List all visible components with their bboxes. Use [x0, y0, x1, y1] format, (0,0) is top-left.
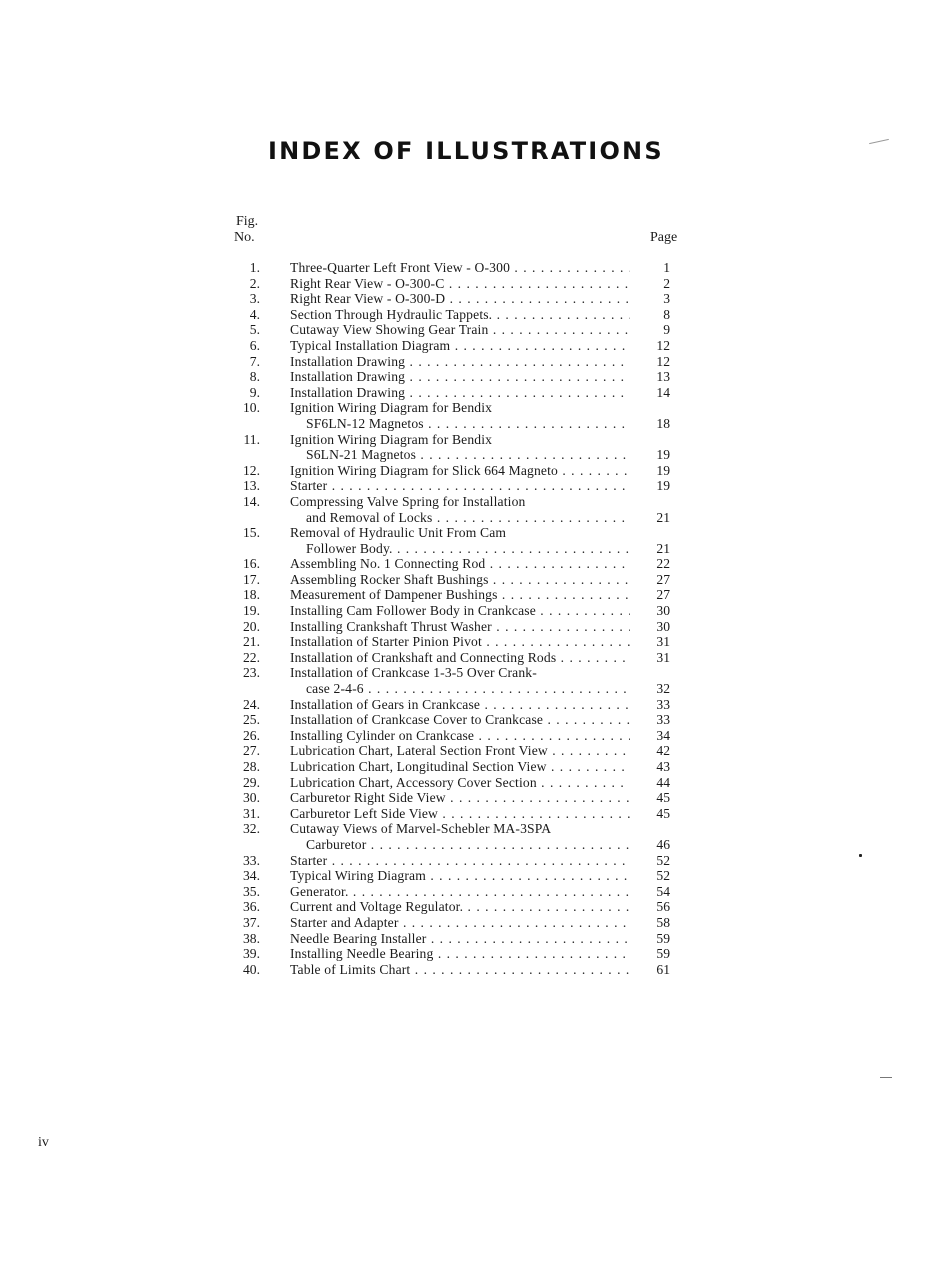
figure-title: Right Rear View - O-300-D . . .	[290, 291, 630, 307]
figure-title: Follower Body. . . .	[306, 541, 630, 557]
figure-title: Installation of Gears in Crankcase . . .	[290, 697, 630, 713]
figure-number: 19.	[243, 603, 260, 619]
figure-number: 20.	[243, 618, 260, 634]
figure-title: Installation Drawing . . .	[290, 369, 630, 385]
figure-title: Lubrication Chart, Accessory Cover Section . . .	[290, 775, 630, 791]
page-number: 44	[656, 774, 670, 790]
list-item	[230, 432, 675, 448]
list-item	[230, 743, 675, 759]
scan-mark	[869, 139, 889, 144]
figure-number: 1.	[249, 260, 260, 275]
figure-number: 32.	[243, 821, 260, 837]
figure-number: 21.	[243, 634, 260, 650]
figure-number: 40.	[243, 961, 260, 977]
figure-number: 30.	[243, 790, 260, 806]
figure-title: Installation of Crankcase 1-3-5 Over Crank-	[290, 665, 537, 681]
figure-number: 36.	[243, 899, 260, 915]
page-number: 19	[656, 447, 670, 463]
scan-mark	[880, 1077, 892, 1078]
figure-number: 37.	[243, 914, 260, 930]
figure-title: Carburetor Left Side View . . .	[290, 806, 630, 822]
list-item	[230, 899, 675, 915]
page-number: 8	[663, 306, 670, 322]
figure-number: 14.	[243, 493, 260, 509]
figure-number: 29.	[243, 774, 260, 790]
figure-title: Installation of Starter Pinion Pivot . . .	[290, 634, 630, 650]
page-number: 31	[656, 649, 670, 665]
list-item	[230, 369, 675, 385]
figure-number: 34.	[243, 868, 260, 884]
figure-title: Three-Quarter Left Front View - O-300 . . .	[290, 260, 630, 276]
list-item	[230, 525, 675, 541]
figure-number: 8.	[249, 369, 260, 385]
page-number: 58	[656, 914, 670, 930]
page-number: 27	[656, 587, 670, 603]
list-item	[230, 790, 675, 806]
column-header-no: No.	[234, 230, 255, 245]
list-item	[230, 931, 675, 947]
figure-number: 15.	[243, 525, 260, 541]
figure-number: 3.	[249, 291, 260, 307]
figure-title: Ignition Wiring Diagram for Bendix	[290, 431, 493, 447]
figure-title: Measurement of Dampener Bushings . . .	[290, 587, 630, 603]
figure-title: Typical Wiring Diagram . . .	[290, 868, 630, 884]
list-item	[230, 884, 675, 900]
list-item	[230, 962, 675, 978]
figure-title: Carburetor . . .	[306, 837, 630, 853]
page-number: 21	[656, 509, 670, 525]
figure-title: Installation of Crankshaft and Connecting Rods . . .	[290, 650, 630, 666]
list-item	[230, 712, 675, 728]
page-number: 45	[656, 790, 670, 806]
page-number: 46	[656, 836, 670, 852]
page-number: 34	[656, 727, 670, 743]
figure-title: SF6LN-12 Magnetos . . .	[306, 416, 630, 432]
page-number: 18	[656, 415, 670, 431]
list-item	[230, 665, 675, 681]
page-number: 14	[656, 384, 670, 400]
page-number: 22	[656, 556, 670, 572]
page-number: 3	[663, 291, 670, 307]
figure-number: 7.	[249, 353, 260, 369]
figure-title: Ignition Wiring Diagram for Slick 664 Magneto . . .	[290, 463, 630, 479]
figure-number: 6.	[249, 337, 260, 353]
list-item	[230, 603, 675, 619]
figure-number: 10.	[243, 400, 260, 416]
list-item	[230, 322, 675, 338]
figure-title: Section Through Hydraulic Tappets. . . .	[290, 307, 630, 323]
list-item	[230, 385, 675, 401]
page-number: 30	[656, 603, 670, 619]
figure-title: Installation of Crankcase Cover to Crankcase . . .	[290, 712, 630, 728]
figure-title: Starter . . .	[290, 853, 630, 869]
figure-number: 33.	[243, 852, 260, 868]
figure-title: Starter and Adapter . . .	[290, 915, 630, 931]
figure-title: Typical Installation Diagram . . .	[290, 338, 630, 354]
list-item-continuation	[230, 447, 675, 463]
page-number: 12	[656, 353, 670, 369]
figure-title: Needle Bearing Installer . . .	[290, 931, 630, 947]
figure-number: 25.	[243, 712, 260, 728]
figure-number: 11.	[243, 431, 260, 447]
figure-number: 12.	[243, 462, 260, 478]
list-item	[230, 634, 675, 650]
page-number: 2	[663, 275, 670, 291]
page-number: 54	[656, 883, 670, 899]
figure-title: Carburetor Right Side View . . .	[290, 790, 630, 806]
page-number: 43	[656, 759, 670, 774]
figure-title: Assembling No. 1 Connecting Rod . . .	[290, 556, 630, 572]
illustrations-list	[230, 260, 675, 977]
figure-title: and Removal of Locks . . .	[306, 510, 630, 526]
list-item	[230, 572, 675, 588]
list-item	[230, 821, 675, 837]
figure-title: Installing Cam Follower Body in Crankcase . . .	[290, 603, 630, 619]
page-number: 33	[656, 712, 670, 728]
figure-number: 13.	[243, 478, 260, 494]
list-item	[230, 915, 675, 931]
figure-title: Installing Cylinder on Crankcase . . .	[290, 728, 630, 744]
figure-number: 35.	[243, 883, 260, 899]
figure-number: 26.	[243, 727, 260, 743]
figure-title: Cutaway View Showing Gear Train . . .	[290, 322, 630, 338]
figure-title: Generator. . . .	[290, 884, 630, 900]
figure-title: Cutaway Views of Marvel-Schebler MA-3SPA	[290, 821, 552, 837]
list-item	[230, 806, 675, 822]
figure-title: Lubrication Chart, Lateral Section Front View . . .	[290, 743, 630, 759]
figure-title: Current and Voltage Regulator. . . .	[290, 899, 630, 915]
list-item	[230, 494, 675, 510]
list-item	[230, 354, 675, 370]
page-folio: iv	[38, 1135, 49, 1150]
page-number: 33	[656, 696, 670, 712]
list-item	[230, 587, 675, 603]
list-item-continuation	[230, 416, 675, 432]
figure-number: 28.	[243, 759, 260, 774]
figure-title: Installation Drawing . . .	[290, 385, 630, 401]
page-number: 9	[663, 322, 670, 338]
figure-number: 4.	[249, 306, 260, 322]
figure-number: 2.	[249, 275, 260, 291]
figure-title: Table of Limits Chart . . .	[290, 962, 630, 978]
figure-number: 31.	[243, 805, 260, 821]
page-number: 59	[656, 930, 670, 946]
column-header-page: Page	[650, 230, 678, 245]
scan-mark	[859, 854, 862, 857]
list-item	[230, 853, 675, 869]
list-item	[230, 759, 675, 775]
figure-title: Starter . . .	[290, 478, 630, 494]
page-number: 45	[656, 805, 670, 821]
list-item	[230, 775, 675, 791]
figure-title: Installation Drawing . . .	[290, 354, 630, 370]
list-item	[230, 556, 675, 572]
page-number: 52	[656, 852, 670, 868]
page-number: 32	[656, 681, 670, 697]
page-number: 56	[656, 899, 670, 915]
figure-number: 16.	[243, 556, 260, 572]
page-number: 13	[656, 369, 670, 385]
list-item-continuation	[230, 837, 675, 853]
figure-number: 9.	[249, 384, 260, 400]
list-item	[230, 946, 675, 962]
page-number: 19	[656, 462, 670, 478]
list-item	[230, 697, 675, 713]
page-number: 52	[656, 868, 670, 884]
figure-number: 23.	[243, 665, 260, 681]
figure-title: case 2-4-6 . . .	[306, 681, 630, 697]
figure-number: 39.	[243, 946, 260, 962]
list-item	[230, 650, 675, 666]
page-number: 19	[656, 478, 670, 494]
figure-title: Lubrication Chart, Longitudinal Section View . . .	[290, 759, 630, 775]
page-number: 21	[656, 540, 670, 556]
figure-number: 17.	[243, 571, 260, 587]
list-item	[230, 868, 675, 884]
figure-title: S6LN-21 Magnetos . . .	[306, 447, 630, 463]
list-item-continuation	[230, 541, 675, 557]
page-number: 42	[656, 743, 670, 759]
page-number: 59	[656, 946, 670, 962]
figure-number: 5.	[249, 322, 260, 338]
list-item-continuation	[230, 681, 675, 697]
list-item	[230, 276, 675, 292]
figure-number: 38.	[243, 930, 260, 946]
list-item	[230, 728, 675, 744]
figure-title: Right Rear View - O-300-C . . .	[290, 276, 630, 292]
page-number: 61	[656, 961, 670, 977]
figure-number: 27.	[243, 743, 260, 759]
figure-number: 22.	[243, 649, 260, 665]
list-item-continuation	[230, 510, 675, 526]
page-number: 12	[656, 337, 670, 353]
list-item	[230, 463, 675, 479]
page-title: INDEX OF ILLUSTRATIONS	[268, 137, 664, 165]
column-header-fig: Fig.	[236, 214, 259, 229]
figure-title: Installing Crankshaft Thrust Washer . . .	[290, 619, 630, 635]
page-number: 1	[663, 260, 670, 275]
list-item	[230, 291, 675, 307]
page-number: 30	[656, 618, 670, 634]
figure-title: Ignition Wiring Diagram for Bendix	[290, 400, 493, 416]
list-item	[230, 619, 675, 635]
figure-title: Installing Needle Bearing . . .	[290, 946, 630, 962]
list-item	[230, 260, 675, 276]
figure-title: Compressing Valve Spring for Installation	[290, 493, 526, 509]
figure-number: 24.	[243, 696, 260, 712]
page-number: 31	[656, 634, 670, 650]
figure-title: Assembling Rocker Shaft Bushings . . .	[290, 572, 630, 588]
list-item	[230, 400, 675, 416]
page-number: 27	[656, 571, 670, 587]
list-item	[230, 338, 675, 354]
list-item	[230, 478, 675, 494]
figure-number: 18.	[243, 587, 260, 603]
list-item	[230, 307, 675, 323]
figure-title: Removal of Hydraulic Unit From Cam	[290, 525, 507, 541]
